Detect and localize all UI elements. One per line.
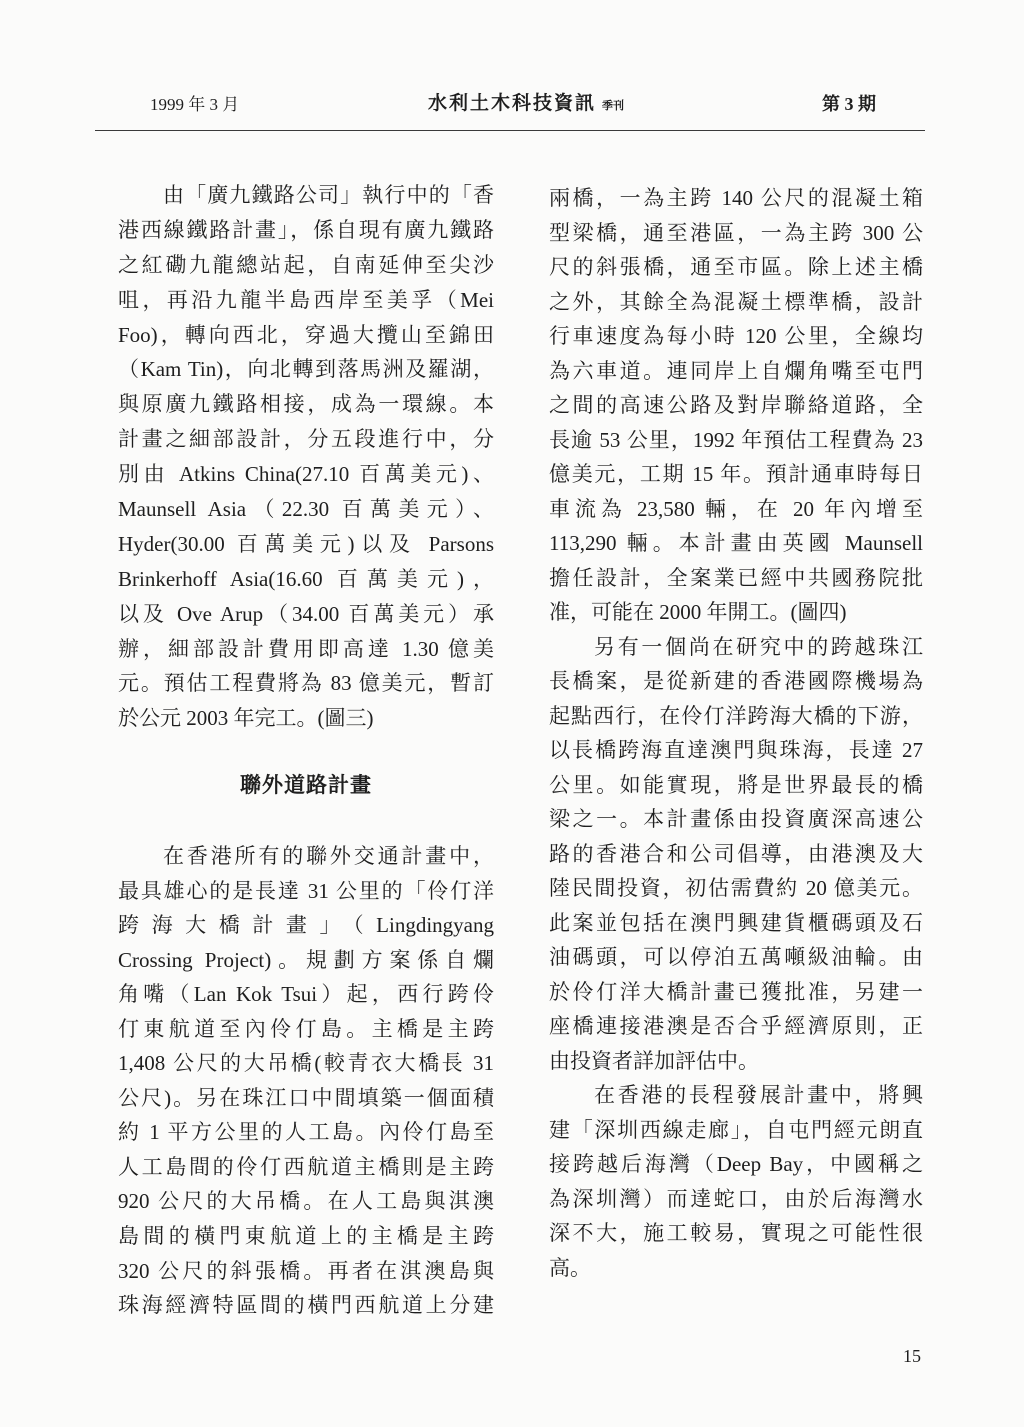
text-line: 仃東航道至內伶仃島。主橋是主跨 (118, 1016, 494, 1041)
header-date: 1999 年 3 月 (150, 95, 240, 114)
text-line: 建「深圳西線走廊」，自屯門經元朗直 (549, 1117, 923, 1142)
text-line: 於公元 2003 年完工。(圖三) (118, 706, 374, 731)
text-line: 島間的橫門東航道上的主橋是主跨 (118, 1224, 494, 1249)
left-column-paragraph-2 (118, 839, 494, 1323)
text-line: 之外，其餘全為混凝土標準橋，設計 (549, 289, 923, 314)
text-line: 尺的斜張橋，通至市區。除上述主橋 (549, 255, 923, 279)
text-line: 113,290 輛。本計畫由英國 Maunsell (549, 531, 923, 555)
text-line: 車流為 23,580 輛，在 20 年內增至 (549, 496, 923, 521)
text-line: 長逾 53 公里，1992 年預估工程費為 23 (549, 427, 923, 452)
text-line: 為深圳灣）而達蛇口，由於后海灣水 (549, 1186, 923, 1211)
text-line: 接跨越后海灣（Deep Bay，中國稱之 (549, 1152, 923, 1176)
text-line: 起點西行，在伶仃洋跨海大橋的下游， (549, 703, 923, 728)
text-line: 梁之一。本計畫係由投資廣深高速公 (549, 807, 923, 831)
text-line: 公里。如能實現，將是世界最長的橋 (549, 772, 923, 797)
journal-frequency: 季刊 (602, 100, 625, 112)
text-line: 擔任設計，全案業已經中共國務院批 (549, 565, 923, 590)
text-line: 人工島間的伶仃西航道主橋則是主跨 (118, 1154, 494, 1179)
issue-number: 第 3 期 (822, 94, 876, 114)
text-line: 之間的高速公路及對岸聯絡道路，全 (549, 393, 923, 417)
text-line: （Kam Tin)，向北轉到落馬洲及羅湖， (118, 357, 494, 382)
text-line: 別由 Atkins China(27.10 百萬美元)、 (118, 462, 494, 487)
text-line: 另有一個尚在研究中的跨越珠江 (594, 634, 923, 659)
journal-title (428, 93, 624, 117)
text-line: 角嘴（Lan Kok Tsui）起，西行跨伶 (118, 982, 494, 1007)
text-line: 元。預估工程費將為 83 億美元，暫訂 (118, 671, 494, 696)
section-heading: 聯外道路計畫 (240, 773, 372, 797)
text-line: 最具雄心的是長達 31 公里的「伶仃洋 (118, 878, 494, 903)
text-line: 以及 Ove Arup（34.00 百萬美元）承 (118, 601, 494, 626)
page-number: 15 (903, 1346, 921, 1366)
text-line: Foo)，轉向西北，穿過大攬山至錦田 (118, 322, 494, 347)
header-rule (95, 130, 925, 131)
text-line: 之紅磡九龍總站起，自南延伸至尖沙 (118, 252, 494, 277)
text-line: 1,408 公尺的大吊橋(較青衣大橋長 31 (118, 1051, 494, 1076)
text-line: 准，可能在 2000 年開工。(圖四) (549, 600, 847, 624)
text-line: 港西線鐵路計畫」，係自現有廣九鐵路 (118, 217, 494, 242)
text-line: Hyder(30.00 百萬美元)以及 Parsons (118, 531, 494, 556)
text-line: 行車速度為每小時 120 公里，全線均 (549, 324, 923, 348)
left-column-paragraph-1 (118, 178, 494, 736)
text-line: 陸民間投資，初估需費約 20 億美元。 (549, 876, 923, 900)
text-line: 與原廣九鐵路相接，成為一環線。本 (118, 392, 494, 417)
text-line: 公尺)。另在珠江口中間填築一個面積 (118, 1085, 494, 1110)
text-line: 於伶仃洋大橋計畫已獲批准，另建一 (549, 979, 923, 1004)
text-line: 座橋連接港澳是否合乎經濟原則，正 (549, 1014, 923, 1038)
text-line: 320 公尺的斜張橋。再者在淇澳島與 (118, 1258, 494, 1283)
text-line: 型梁橋，通至港區，一為主跨 300 公 (549, 220, 923, 245)
text-line: 深不大，施工較易，實現之可能性很 (549, 1221, 923, 1245)
text-line: 在香港所有的聯外交通計畫中， (163, 844, 494, 868)
text-line: 由「廣九鐵路公司」執行中的「香 (163, 183, 494, 207)
text-line: 此案並包括在澳門興建貨櫃碼頭及石 (549, 910, 923, 935)
text-line: 高。 (549, 1255, 591, 1280)
text-line: 以長橋跨海直達澳門與珠海，長達 27 (549, 738, 923, 762)
right-column (549, 181, 923, 1285)
text-line: Maunsell Asia（22.30 百萬美元）、 (118, 497, 494, 522)
text-line: 辦，細部設計費用即高達 1.30 億美 (118, 636, 494, 661)
paragraph (549, 1078, 923, 1285)
text-line: 億美元，工期 15 年。預計通車時每日 (549, 462, 923, 486)
text-line: 跨海大橋計畫」（Lingdingyang (118, 913, 494, 938)
text-line: Brinkerhoff Asia(16.60 百萬美元)， (118, 566, 494, 591)
text-line: 由投資者詳加評估中。 (549, 1048, 759, 1073)
text-line: 珠海經濟特區間的橫門西航道上分建 (118, 1293, 494, 1318)
text-line: Crossing Project)。規劃方案係自爛 (118, 947, 494, 972)
paragraph (549, 630, 923, 1079)
text-line: 咀，再沿九龍半島西岸至美孚（Mei (118, 287, 494, 312)
text-line: 為六車道。連同岸上自爛角嘴至屯門 (549, 358, 923, 383)
text-line: 在香港的長程發展計畫中，將興 (594, 1083, 923, 1107)
text-line: 約 1 平方公里的人工島。內伶仃島至 (118, 1120, 494, 1145)
paragraph (549, 181, 923, 630)
text-line: 路的香港合和公司倡導，由港澳及大 (549, 841, 923, 866)
text-line: 兩橋，一為主跨 140 公尺的混凝土箱 (549, 186, 923, 210)
text-line: 油碼頭，可以停泊五萬噸級油輪。由 (549, 945, 923, 969)
journal-name: 水利土木科技資訊 (428, 93, 597, 114)
text-line: 920 公尺的大吊橋。在人工島與淇澳 (118, 1189, 494, 1214)
text-line: 計畫之細部設計，分五段進行中，分 (118, 427, 494, 452)
text-line: 長橋案，是從新建的香港國際機場為 (549, 669, 923, 693)
